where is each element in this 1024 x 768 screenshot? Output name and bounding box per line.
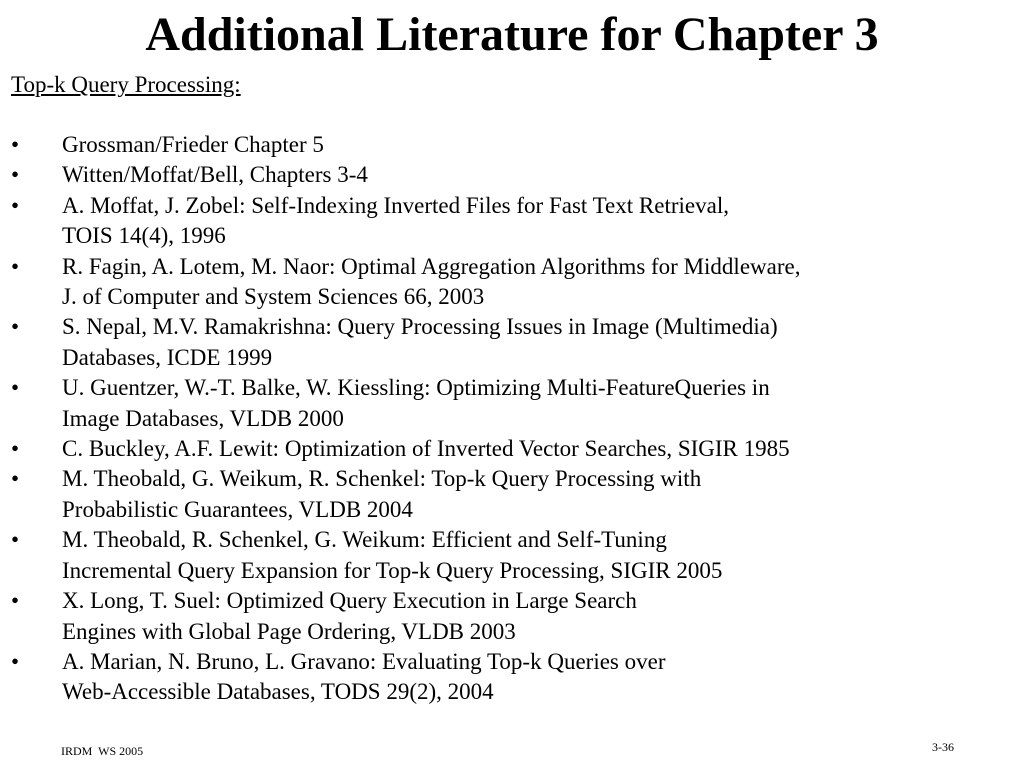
reference-text: M. Theobald, R. Schenkel, G. Weikum: Efficient and Self-Tuning <box>62 527 667 553</box>
reference-text: A. Marian, N. Bruno, L. Gravano: Evaluating Top-k Queries over <box>62 648 666 674</box>
reference-text-continued: Probabilistic Guarantees, VLDB 2004 <box>62 496 413 522</box>
reference-text-continued: Image Databases, VLDB 2000 <box>62 405 344 431</box>
reference-item <box>11 586 1011 647</box>
reference-text-continued: Incremental Query Expansion for Top-k Query Processing, SIGIR 2005 <box>62 557 723 583</box>
bullet-icon: • <box>11 132 20 157</box>
reference-text: X. Long, T. Suel: Optimized Query Execution in Large Search <box>62 588 637 614</box>
footer-page-number: 3-36 <box>932 740 954 754</box>
reference-text: Witten/Moffat/Bell, Chapters 3-4 <box>62 162 368 188</box>
bullet-icon: • <box>11 648 20 674</box>
reference-item <box>11 525 1011 586</box>
reference-text: M. Theobald, G. Weikum, R. Schenkel: Top-k Query Processing with <box>62 466 702 492</box>
reference-text-continued: Engines with Global Page Ordering, VLDB 2003 <box>62 618 516 644</box>
reference-text: A. Moffat, J. Zobel: Self-Indexing Inverted Files for Fast Text Retrieval, <box>62 192 729 218</box>
bullet-icon: • <box>11 253 20 279</box>
reference-item <box>11 434 1011 464</box>
reference-text: C. Buckley, A.F. Lewit: Optimization of Inverted Vector Searches, SIGIR 1985 <box>62 436 790 462</box>
reference-item <box>11 130 1011 160</box>
reference-text-continued: Web-Accessible Databases, TODS 29(2), 2004 <box>62 679 494 705</box>
bullet-icon: • <box>11 162 20 188</box>
reference-list <box>11 130 1011 708</box>
reference-text: U. Guentzer, W.-T. Balke, W. Kiessling: Optimizing Multi-FeatureQueries in <box>62 375 770 401</box>
bullet-icon: • <box>11 588 20 614</box>
reference-text-continued: J. of Computer and System Sciences 66, 2003 <box>62 284 485 310</box>
reference-text: Grossman/Frieder Chapter 5 <box>62 132 324 157</box>
bullet-icon: • <box>11 192 20 218</box>
reference-item <box>11 647 1011 708</box>
reference-text-continued: Databases, ICDE 1999 <box>62 344 273 370</box>
bullet-icon: • <box>11 375 20 401</box>
reference-text: S. Nepal, M.V. Ramakrishna: Query Processing Issues in Image (Multimedia) <box>62 314 778 340</box>
reference-item <box>11 160 1011 190</box>
bullet-icon: • <box>11 527 20 553</box>
bullet-icon: • <box>11 314 20 340</box>
bullet-icon: • <box>11 466 20 492</box>
reference-item <box>11 373 1011 434</box>
bullet-icon: • <box>11 436 20 462</box>
reference-item <box>11 191 1011 252</box>
section-heading: Top-k Query Processing: <box>11 72 241 97</box>
footer-course-label: IRDM WS 2005 <box>61 744 144 758</box>
reference-item <box>11 312 1011 373</box>
reference-item <box>11 252 1011 313</box>
slide-title: Additional Literature for Chapter 3 <box>145 8 879 61</box>
reference-text-continued: TOIS 14(4), 1996 <box>62 223 226 249</box>
reference-text: R. Fagin, A. Lotem, M. Naor: Optimal Aggregation Algorithms for Middleware, <box>62 253 801 279</box>
reference-item <box>11 464 1011 525</box>
